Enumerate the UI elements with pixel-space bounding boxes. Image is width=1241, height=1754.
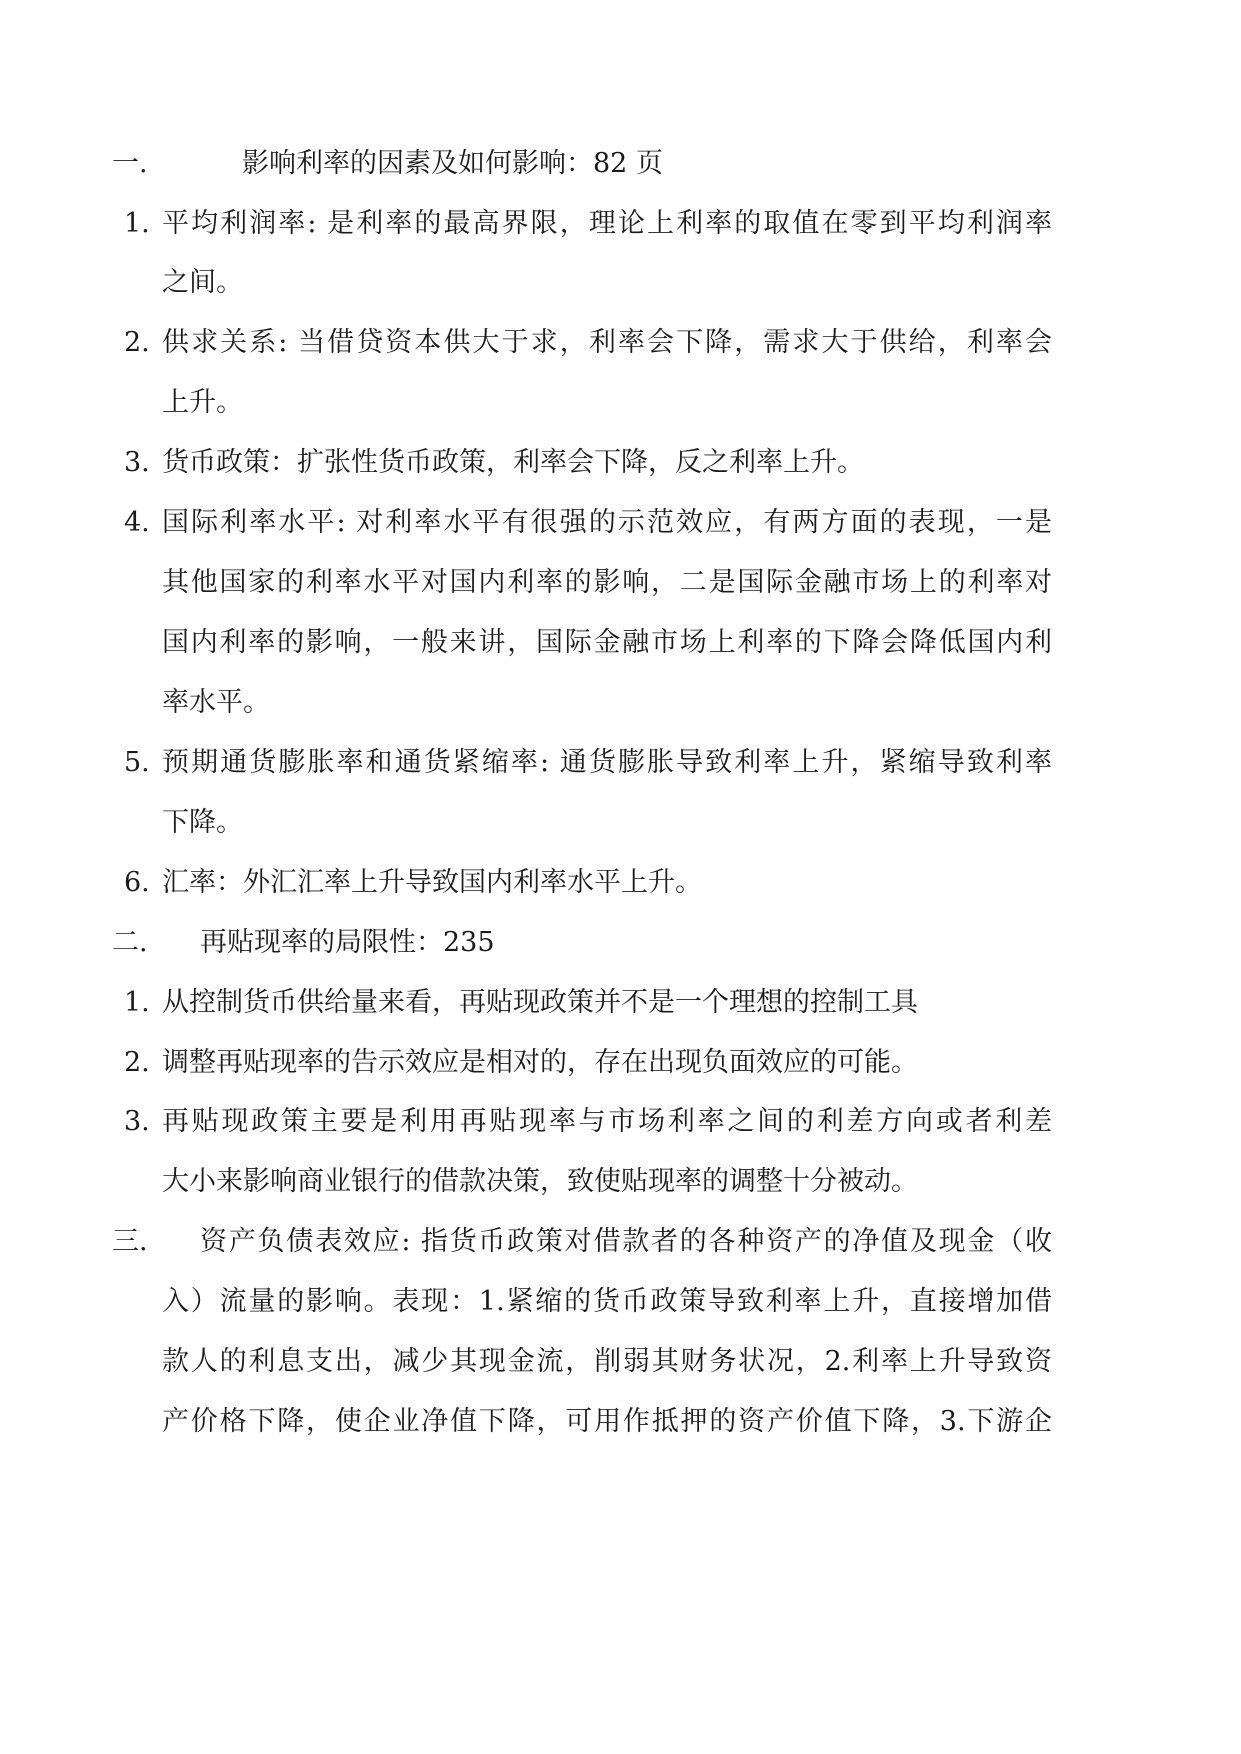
section-2-title: 再贴现率的局限性：235: [200, 927, 495, 958]
section-1-item-1-number: 1.: [124, 208, 150, 239]
section-3-line-3: 款人的利息支出，减少其现金流，削弱其财务状况，2.利率上升导致资: [162, 1346, 1052, 1377]
section-3-line-4: 产价格下降，使企业净值下降，可用作抵押的资产价值下降，3.下游企: [162, 1406, 1052, 1437]
section-1-title: 影响利率的因素及如何影响：82 页: [242, 148, 663, 179]
section-2-item-2-number: 2.: [124, 1047, 150, 1078]
section-3-first-line: 资产负债表效应: 指货币政策对借款者的各种资产的净值及现金（收: [200, 1226, 1052, 1257]
section-1-item-4-line-2: 其他国家的利率水平对国内利率的影响，二是国际金融市场上的利率对: [162, 567, 1052, 598]
section-1-item-1-line-2: 之间。: [162, 267, 243, 298]
section-2-item-1-number: 1.: [124, 987, 150, 1018]
section-1-item-2-line-2: 上升。: [162, 387, 243, 418]
section-1-item-5-number: 5.: [124, 747, 150, 778]
section-1-item-5-line-1: 预期通货膨胀率和通货紧缩率: 通货膨胀导致利率上升，紧缩导致利率: [162, 747, 1052, 778]
section-1-item-2-number: 2.: [124, 327, 150, 358]
section-2-item-2-line-1: 调整再贴现率的告示效应是相对的，存在出现负面效应的可能。: [162, 1047, 918, 1078]
section-1-item-6-line-1: 汇率：外汇汇率上升导致国内利率水平上升。: [162, 867, 702, 898]
section-2-item-1-line-1: 从控制货币供给量来看，再贴现政策并不是一个理想的控制工具: [162, 987, 918, 1018]
section-2-number: 二.: [112, 927, 148, 958]
section-3-number: 三.: [112, 1226, 148, 1257]
section-1-item-4-number: 4.: [124, 507, 150, 538]
section-1-item-3-number: 3.: [124, 447, 150, 478]
section-1-item-4-line-3: 国内利率的影响，一般来讲，国际金融市场上利率的下降会降低国内利: [162, 627, 1052, 658]
section-1-item-3-line-1: 货币政策：扩张性货币政策，利率会下降，反之利率上升。: [162, 447, 864, 478]
section-2-item-3-line-2: 大小来影响商业银行的借款决策，致使贴现率的调整十分被动。: [162, 1166, 918, 1197]
section-1-item-4-line-4: 率水平。: [162, 687, 270, 718]
section-1-item-6-number: 6.: [124, 867, 150, 898]
section-2-item-3-number: 3.: [124, 1106, 150, 1137]
section-3-line-2: 入）流量的影响。表现：1.紧缩的货币政策导致利率上升，直接增加借: [162, 1286, 1052, 1317]
section-1-number: 一.: [112, 148, 148, 179]
section-1-item-5-line-2: 下降。: [162, 807, 243, 838]
section-1-item-2-line-1: 供求关系: 当借贷资本供大于求，利率会下降，需求大于供给，利率会: [162, 327, 1052, 358]
section-1-item-4-line-1: 国际利率水平: 对利率水平有很强的示范效应，有两方面的表现，一是: [162, 507, 1052, 538]
section-2-item-3-line-1: 再贴现政策主要是利用再贴现率与市场利率之间的利差方向或者利差: [162, 1106, 1052, 1137]
section-1-item-1-line-1: 平均利润率: 是利率的最高界限，理论上利率的取值在零到平均利润率: [162, 208, 1052, 239]
